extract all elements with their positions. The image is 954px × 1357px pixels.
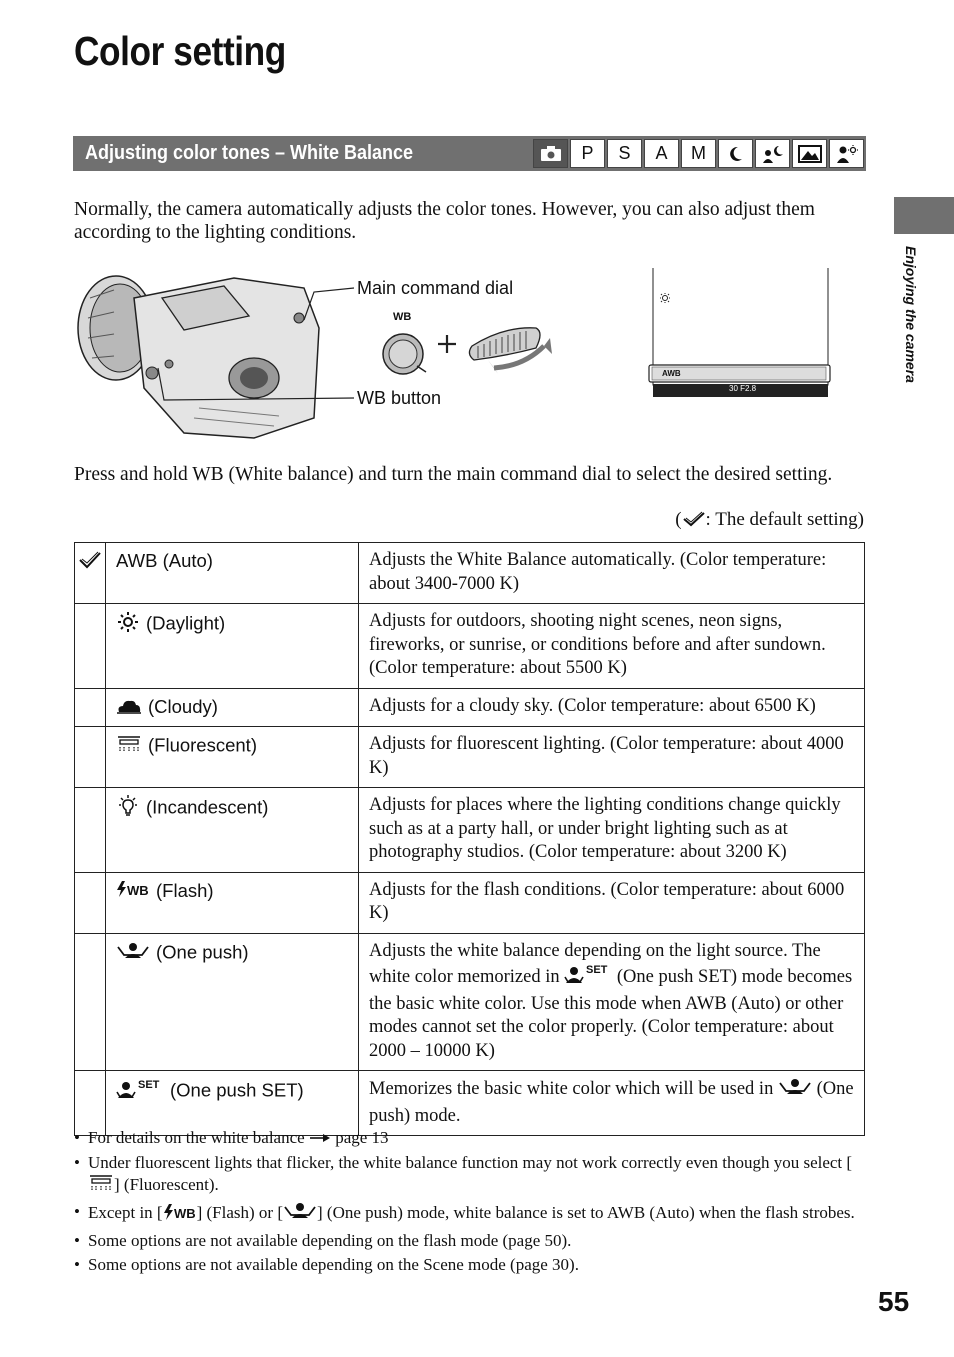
cloudy-icon xyxy=(116,696,142,719)
section-title: Adjusting color tones – White Balance xyxy=(85,142,414,164)
default-marker-cell xyxy=(75,1071,106,1136)
default-marker-cell xyxy=(75,604,106,689)
soft-snap-icon xyxy=(829,139,864,168)
mode-m-icon: M xyxy=(681,139,716,168)
description-text: Adjusts for fluorescent lighting. (Color temperature: about 4000 K) xyxy=(369,734,844,778)
default-note-open: ( xyxy=(675,509,682,530)
checkmark-icon xyxy=(78,556,102,573)
description-text: Adjusts for outdoors, shooting night scenes, neon signs, fireworks, or sunrise, or conditions before and after sundown. (Color temperature: about 5500 K) xyxy=(369,611,826,678)
mode-icon-strip xyxy=(533,139,864,168)
one-push-set-icon xyxy=(564,963,612,993)
flash-wb-icon xyxy=(116,880,150,903)
description-cell xyxy=(359,1071,865,1136)
note-item: • Under fluorescent lights that flicker, the white balance function may not work correctly even though you select [] (Fluorescent). xyxy=(74,1152,864,1198)
section-header-bar xyxy=(73,136,866,171)
option-cell xyxy=(106,543,359,604)
main-command-dial-label: Main command dial xyxy=(357,278,514,298)
description-cell xyxy=(359,543,865,604)
table-row xyxy=(75,1071,865,1136)
svg-text:SET: SET xyxy=(586,964,608,977)
intro-paragraph: Normally, the camera automatically adjusts the color tones. However, you can also adjust them according to the lighting conditions. xyxy=(74,199,815,243)
wb-button-label: WB button xyxy=(357,388,442,408)
svg-text:WB: WB xyxy=(127,883,149,899)
option-cell xyxy=(106,688,359,727)
svg-text:WB: WB xyxy=(173,1206,196,1221)
default-note-text: : The default setting) xyxy=(705,509,864,530)
option-label: (Flash) xyxy=(156,879,214,901)
note-item: • Some options are not available depending on the flash mode (page 50). xyxy=(74,1230,864,1251)
description-text: Memorizes the basic white color which will be used in xyxy=(369,1079,778,1100)
landscape-icon xyxy=(792,139,827,168)
option-cell xyxy=(106,933,359,1071)
fluorescent-icon xyxy=(88,1173,114,1198)
table-row xyxy=(75,727,865,788)
option-label: (Fluorescent) xyxy=(148,734,257,756)
mode-p-icon: P xyxy=(570,139,605,168)
description-text: (One push) mode. xyxy=(369,1079,854,1126)
flash-wb-icon xyxy=(163,1203,197,1226)
lcd-awb-text: AWB xyxy=(662,369,681,378)
option-cell xyxy=(106,727,359,788)
one-push-set-icon xyxy=(116,1078,164,1105)
description-text: Adjusts the White Balance automatically. (Color temperature: about 3400-7000 K) xyxy=(369,550,827,594)
table-row xyxy=(75,543,865,604)
description-cell xyxy=(359,933,865,1071)
note-item: • For details on the white balance page 13 xyxy=(74,1127,864,1148)
twilight-icon xyxy=(718,139,753,168)
option-label: (Incandescent) xyxy=(146,796,269,818)
table-row xyxy=(75,688,865,727)
instruction-paragraph: Press and hold WB (White balance) and turn the main command dial to select the desired setting. xyxy=(74,464,833,485)
default-marker-cell xyxy=(75,788,106,873)
lcd-bottom-text: 30 F2.8 xyxy=(729,384,757,393)
default-setting-note xyxy=(675,509,864,531)
chapter-label: Enjoying the camera xyxy=(903,246,919,383)
table-row xyxy=(75,788,865,873)
mode-a-icon: A xyxy=(644,139,679,168)
description-cell xyxy=(359,727,865,788)
option-label: (Daylight) xyxy=(146,612,226,634)
option-label: (One push SET) xyxy=(170,1079,304,1101)
one-push-icon xyxy=(116,941,150,966)
option-label: (Cloudy) xyxy=(148,695,218,717)
option-label: (One push) xyxy=(156,941,249,962)
camera-mode-icon xyxy=(533,139,568,168)
chapter-tab xyxy=(894,197,954,234)
description-cell xyxy=(359,688,865,727)
description-text: Adjusts for a cloudy sky. (Color temperature: about 6500 K) xyxy=(369,695,816,716)
default-marker-cell xyxy=(75,727,106,788)
option-label: AWB (Auto) xyxy=(116,550,213,571)
table-row xyxy=(75,872,865,933)
description-text: (One push SET) mode becomes the basic white color. Use this mode when AWB (Auto) or other modes cannot set the color properly. (Color temperature: about 2000 – 10000 K) xyxy=(369,967,853,1061)
description-text: Adjusts for the flash conditions. (Color temperature: about 6000 K) xyxy=(369,879,845,924)
checkmark-icon xyxy=(682,511,706,527)
page-number: 55 xyxy=(878,1286,910,1317)
description-cell xyxy=(359,872,865,933)
description-text: Adjusts the white balance depending on the light source. The white color memorized in xyxy=(369,940,821,988)
option-cell xyxy=(106,1071,359,1136)
option-cell xyxy=(106,788,359,873)
note-item: • Except in [ WB ] (Flash) or [ ] (One push) mode, white balance is set to AWB (Auto) when the flash strobes. xyxy=(74,1201,864,1226)
description-text: Adjusts for places where the lighting conditions change quickly such as at a party hall, or under bright lighting such as at photography studios. (Color temperature: about 3200 K) xyxy=(369,795,841,863)
arrow-right-icon xyxy=(309,1133,331,1143)
option-cell xyxy=(106,604,359,689)
twilight-portrait-icon xyxy=(755,139,790,168)
note-item: • Some options are not available depending on the Scene mode (page 30). xyxy=(74,1254,864,1275)
default-marker-cell xyxy=(75,543,106,604)
table-row xyxy=(75,933,865,1071)
notes-list xyxy=(74,1127,864,1279)
description-cell xyxy=(359,604,865,689)
one-push-icon xyxy=(283,1201,317,1226)
daylight-icon xyxy=(116,611,140,638)
one-push-icon xyxy=(778,1077,812,1105)
mode-s-icon: S xyxy=(607,139,642,168)
table-row xyxy=(75,604,865,689)
default-marker-cell xyxy=(75,933,106,1071)
option-cell xyxy=(106,872,359,933)
incandescent-icon xyxy=(116,795,140,822)
svg-text:SET: SET xyxy=(138,1079,160,1092)
fluorescent-icon xyxy=(116,734,142,759)
description-cell xyxy=(359,788,865,873)
camera-illustration xyxy=(74,268,854,448)
page-title: Color setting xyxy=(74,28,286,74)
white-balance-table xyxy=(74,542,865,1136)
default-marker-cell xyxy=(75,872,106,933)
wb-button-text: WB xyxy=(393,311,412,323)
default-marker-cell xyxy=(75,688,106,727)
